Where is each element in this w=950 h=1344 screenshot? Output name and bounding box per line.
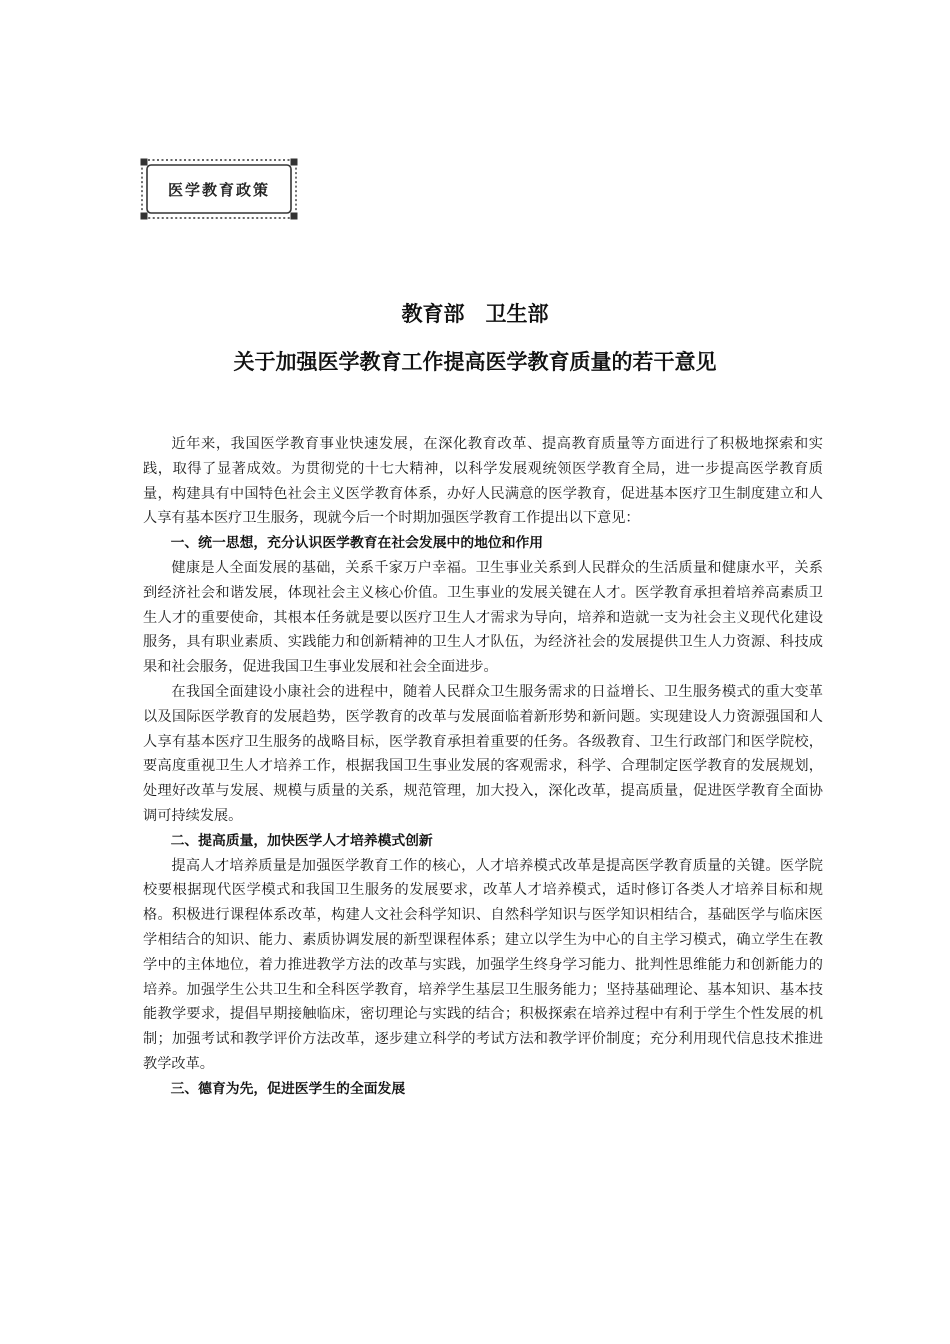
paragraph-2: 在我国全面建设小康社会的进程中，随着人民群众卫生服务需求的日益增长、卫生服务模式的重大变革以及国际医学教育的发展趋势，医学教育的改革与发展面临着新形势和新问题。实现建设人力资源强国和人人享有基本医疗卫生服务的战略目标，医学教育承担着重要的任务。各级教育、卫生行政部门和医学院校，要高度重视卫生人才培养工作，根据我国卫生事业发展的客观需求，科学、合理制定医学教育的发展规划，处理好改革与发展、规模与质量的关系，规范管理，加大投入，深化改革，提高质量，促进医学教育全面协调可持续发展。 xyxy=(143,683,823,824)
section-heading-3: 三、德育为先，促进医学生的全面发展 xyxy=(170,1080,406,1097)
section-heading-2: 二、提高质量，加快医学人才培养模式创新 xyxy=(170,832,433,849)
section-label-frame xyxy=(140,158,298,220)
title-line-1-wrap xyxy=(0,298,950,328)
paragraph-3: 提高人才培养质量是加强医学教育工作的核心，人才培养模式改革是提高医学教育质量的关键。医学院校要根据现代医学模式和我国卫生服务的发展要求，改革人才培养模式，适时修订各类人才培养目标和规格。积极进行课程体系改革，构建人文社会科学知识、自然科学知识与医学知识相结合，基础医学与临床医学相结合的知识、能力、素质协调发展的新型课程体系；建立以学生为中心的自主学习模式，确立学生在教学中的主体地位，着力推进教学方法的改革与实践，加强学生终身学习能力、批判性思维能力和创新能力的培养。加强学生公共卫生和全科医学教育，培养学生基层卫生服务能力；坚持基础理论、基本知识、基本技能教学要求，提倡早期接触临床，密切理论与实践的结合；积极探索在培养过程中有利于学生个性发展的机制；加强考试和教学评价方法改革，逐步建立科学的考试方法和教学评价制度；充分利用现代信息技术推进教学改革。 xyxy=(143,857,823,1072)
document-title: 关于加强医学教育工作提高医学教育质量的若干意见 xyxy=(233,350,717,374)
document-body xyxy=(143,432,823,1102)
section-label: 医学教育政策 xyxy=(167,180,270,199)
document-title-issuers: 教育部 卫生部 xyxy=(401,302,549,326)
title-line-2-wrap xyxy=(0,346,950,376)
intro-paragraph: 近年来，我国医学教育事业快速发展，在深化教育改革、提高教育质量等方面进行了积极地探索和实践，取得了显著成效。为贯彻党的十七大精神，以科学发展观统领医学教育全局，进一步提高医学教育质量，构建具有中国特色社会主义医学教育体系，办好人民满意的医学教育，促进基本医疗卫生制度建立和人人享有基本医疗卫生服务，现就今后一个时期加强医学教育工作提出以下意见： xyxy=(143,436,823,527)
section-heading-1: 一、统一思想，充分认识医学教育在社会发展中的地位和作用 xyxy=(170,535,544,552)
paragraph-1: 健康是人全面发展的基础，关系千家万户幸福。卫生事业关系到人民群众的生活质量和健康水平，关系到经济社会和谐发展，体现社会主义核心价值。卫生事业的发展关键在人才。医学教育承担着培养高素质卫生人才的重要使命，其根本任务就是要以医疗卫生人才需求为导向，培养和造就一支为社会主义现代化建设服务，具有职业素质、实践能力和创新精神的卫生人才队伍，为经济社会的发展提供卫生人力资源、科技成果和社会服务，促进我国卫生事业发展和社会全面进步。 xyxy=(143,559,823,676)
